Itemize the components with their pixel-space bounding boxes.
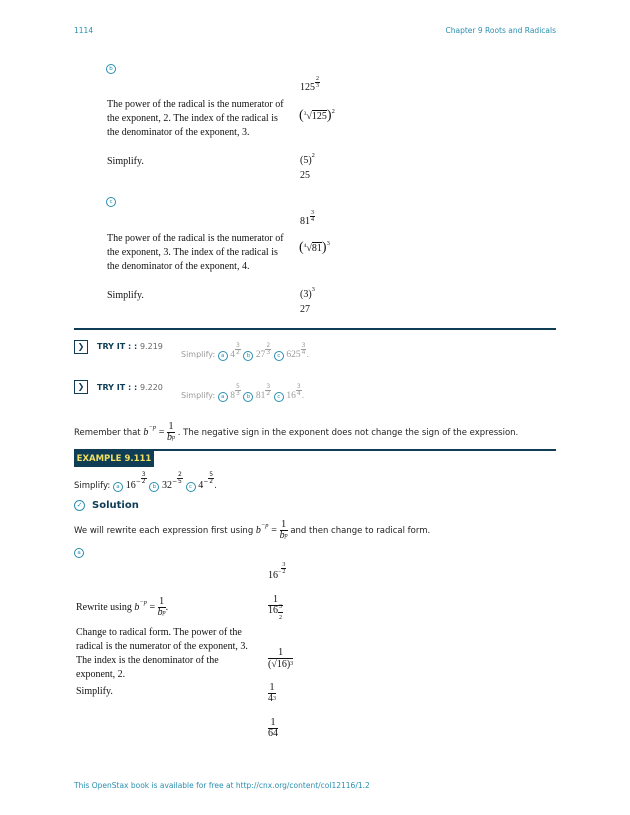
rewrite-label: Rewrite using $b^{-p}$ = $\frac{1}{b^p}$ . [76,596,169,618]
part-c-result: 27 [300,304,310,315]
part-b-step: $(5)^2$ [300,152,315,166]
check-icon: ✓ [74,500,85,511]
part-b-marker: b [106,64,116,74]
try-it-2-expand-icon[interactable]: ❯ [74,380,88,394]
radical-step: $\frac{1}{(√16)^3}$ [268,647,294,670]
change-to-radical-label: Change to radical form. The power of the radical is the numerator of the exponent, 3. The index is the denominator of the exponent, 2. [76,627,248,680]
solution-intro: We will rewrite each expression first using $b^{-p}$ = $\frac{1}{b^p}$ and then change to radical form. [74,519,431,541]
part-c-start: 81 $\frac{3}{4}$ [300,210,314,227]
section-divider [74,328,556,330]
solution-part-a-start: 16− $\frac{3}{2}$ [268,562,286,581]
try-it-2-label: TRY IT : : 9.220 [97,383,163,392]
part-b-simplify-label: Simplify. [107,156,144,167]
part-c-explanation: The power of the radical is the numerator of the exponent, 3. The index of the radical is the denominator of the exponent, 4. [107,233,284,272]
chapter-title: Chapter 9 Roots and Radicals [445,26,556,35]
example-label: EXAMPLE 9.111 [74,451,154,467]
try-it-1-problems: Simplify: a 4 $\frac{3}{2}$ b 27 $\frac{2}{3}$ c 625 $\frac{3}{4}$ . [181,342,309,360]
final-result: $\frac{1}{64}$ [268,717,278,739]
solution-part-a-marker: a [74,548,84,558]
footer-note[interactable]: This OpenStax book is available for free at http://cnx.org/content/col12116/1.2 [74,781,370,790]
try-it-1-label: TRY IT : : 9.219 [97,342,163,351]
rewrite-step: 1 16 $\frac{3}{2}$ [268,594,282,621]
solution-title: Solution [92,500,139,511]
part-c-simplify-label: Simplify. [107,290,144,301]
simplify-label: Simplify. [76,686,113,697]
part-b-start: 125 $\frac{2}{3}$ [300,76,319,93]
part-c-radical: $(^4√81)^3$ [299,240,330,255]
remember-note: Remember that $b^{-p}$ = $\frac{1}{b^p}$ . The negative sign in the exponent does not change the sign of the expression. [74,421,519,443]
part-c-marker: c [106,197,116,207]
part-c-step: $(3)^3$ [300,286,315,300]
part-b-radical: $(^3√125)^2$ [299,108,335,123]
example-problems: Simplify: a 16− $\frac{3}{2}$ b 32− $\frac{2}{5}$ c 4− $\frac{5}{2}$ . [74,471,217,491]
try-it-1-expand-icon[interactable]: ❯ [74,340,88,354]
page-number: 1114 [74,26,94,35]
try-it-2-problems: Simplify: a 8 $\frac{5}{3}$ b 81 $\frac{3}{2}$ c 16 $\frac{3}{4}$ . [181,383,305,401]
part-b-result: 25 [300,170,310,181]
part-b-explanation: The power of the radical is the numerator of the exponent, 2. The index of the radical is the denominator of the exponent, 3. [107,99,284,138]
simplify-step: $\frac{1}{4^3}$ [268,682,276,704]
